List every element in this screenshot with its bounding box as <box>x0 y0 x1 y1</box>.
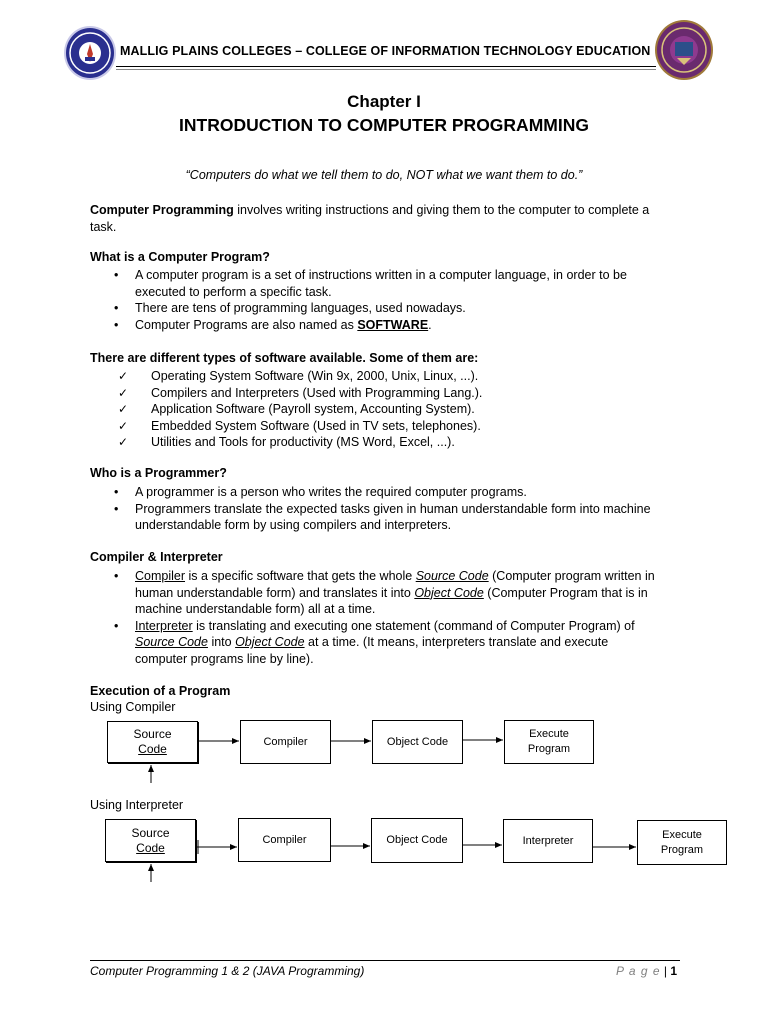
page-separator: | <box>660 964 671 978</box>
intro-text: involves writing instructions and giving them to the computer to complete a task. <box>90 203 650 234</box>
checkmark-icon: ✓ <box>118 418 129 433</box>
quote: “Computers do what we tell them to do, NOT what we want them to do.” <box>185 168 583 182</box>
execute-program-box: Execute Program <box>504 720 594 764</box>
object-code-box: Object Code <box>371 818 463 863</box>
using-compiler-label: Using Compiler <box>90 700 176 714</box>
execute-program-box: Execute Program <box>637 820 727 865</box>
object-code-box: Object Code <box>372 720 463 764</box>
checkmark-icon: ✓ <box>118 369 129 383</box>
list-item: ✓ Operating System Software (Win 9x, 2000, Unix, Linux, ...). <box>118 369 479 383</box>
checkmark-icon: ✓ <box>118 435 129 449</box>
page-number-indicator <box>616 964 677 978</box>
compiler-box: Compiler <box>240 720 331 764</box>
intro-term: Computer Programming <box>90 203 234 217</box>
what-is-heading: What is a Computer Program? <box>90 250 270 264</box>
chapter-label: Chapter I <box>347 92 421 111</box>
software-types-heading: There are different types of software available. Some of them are: <box>90 351 479 365</box>
checkmark-icon: ✓ <box>118 385 129 400</box>
list-item: ✓ Compilers and Interpreters (Used with Programming Lang.). <box>118 385 483 400</box>
compiler-interpreter-heading: Compiler & Interpreter <box>90 550 223 564</box>
list-item: • Computer Programs are also named as SOFTWARE. <box>114 317 432 332</box>
page-title: INTRODUCTION TO COMPUTER PROGRAMMING <box>179 115 589 135</box>
using-interpreter-label: Using Interpreter <box>90 798 184 812</box>
list-item: • A programmer is a person who writes the required computer programs. <box>114 485 527 499</box>
page-label: P a g e <box>616 964 661 978</box>
interpreter-box: Interpreter <box>503 819 593 863</box>
checkmark-icon: ✓ <box>118 402 129 416</box>
list-item: • Compiler is a specific software that gets the whole Source Code (Computer program written in human understandable form) and translates it into Object Code (Computer Program that is in machine understandable form) all at a time. <box>114 569 655 616</box>
compiler-box: Compiler <box>238 818 331 862</box>
header-title: MALLIG PLAINS COLLEGES – COLLEGE OF INFORMATION TECHNOLOGY EDUCATION <box>120 44 651 58</box>
list-item: ✓ Embedded System Software (Used in TV sets, telephones). <box>118 418 481 433</box>
list-item: ✓ Utilities and Tools for productivity (MS Word, Excel, ...). <box>118 435 455 449</box>
list-item: • Programmers translate the expected tasks given in human understandable form into machine understandable form by using compilers and interpreters. <box>114 501 651 532</box>
source-code-box: Source Code <box>107 721 198 763</box>
software-keyword: SOFTWARE <box>357 317 429 332</box>
list-item: • A computer program is a set of instructions written in a computer language, in order to be executed to perform a specific task. <box>114 268 627 299</box>
list-item: • There are tens of programming languages, used nowadays. <box>114 301 466 315</box>
source-code-box: Source Code <box>105 819 196 862</box>
execution-heading: Execution of a Program <box>90 684 231 698</box>
list-item: ✓ Application Software (Payroll system, Accounting System). <box>118 402 475 416</box>
footer-course: Computer Programming 1 & 2 (JAVA Programming) <box>90 964 365 978</box>
page-number: 1 <box>670 964 678 978</box>
list-item: • Interpreter is translating and executing one statement (command of Computer Program) of Source Code into Object Code at a time. (It means, interpreters translate and execute computer programs line by line). <box>114 618 635 666</box>
programmer-heading: Who is a Programmer? <box>90 466 227 480</box>
footer-rule <box>90 960 680 961</box>
